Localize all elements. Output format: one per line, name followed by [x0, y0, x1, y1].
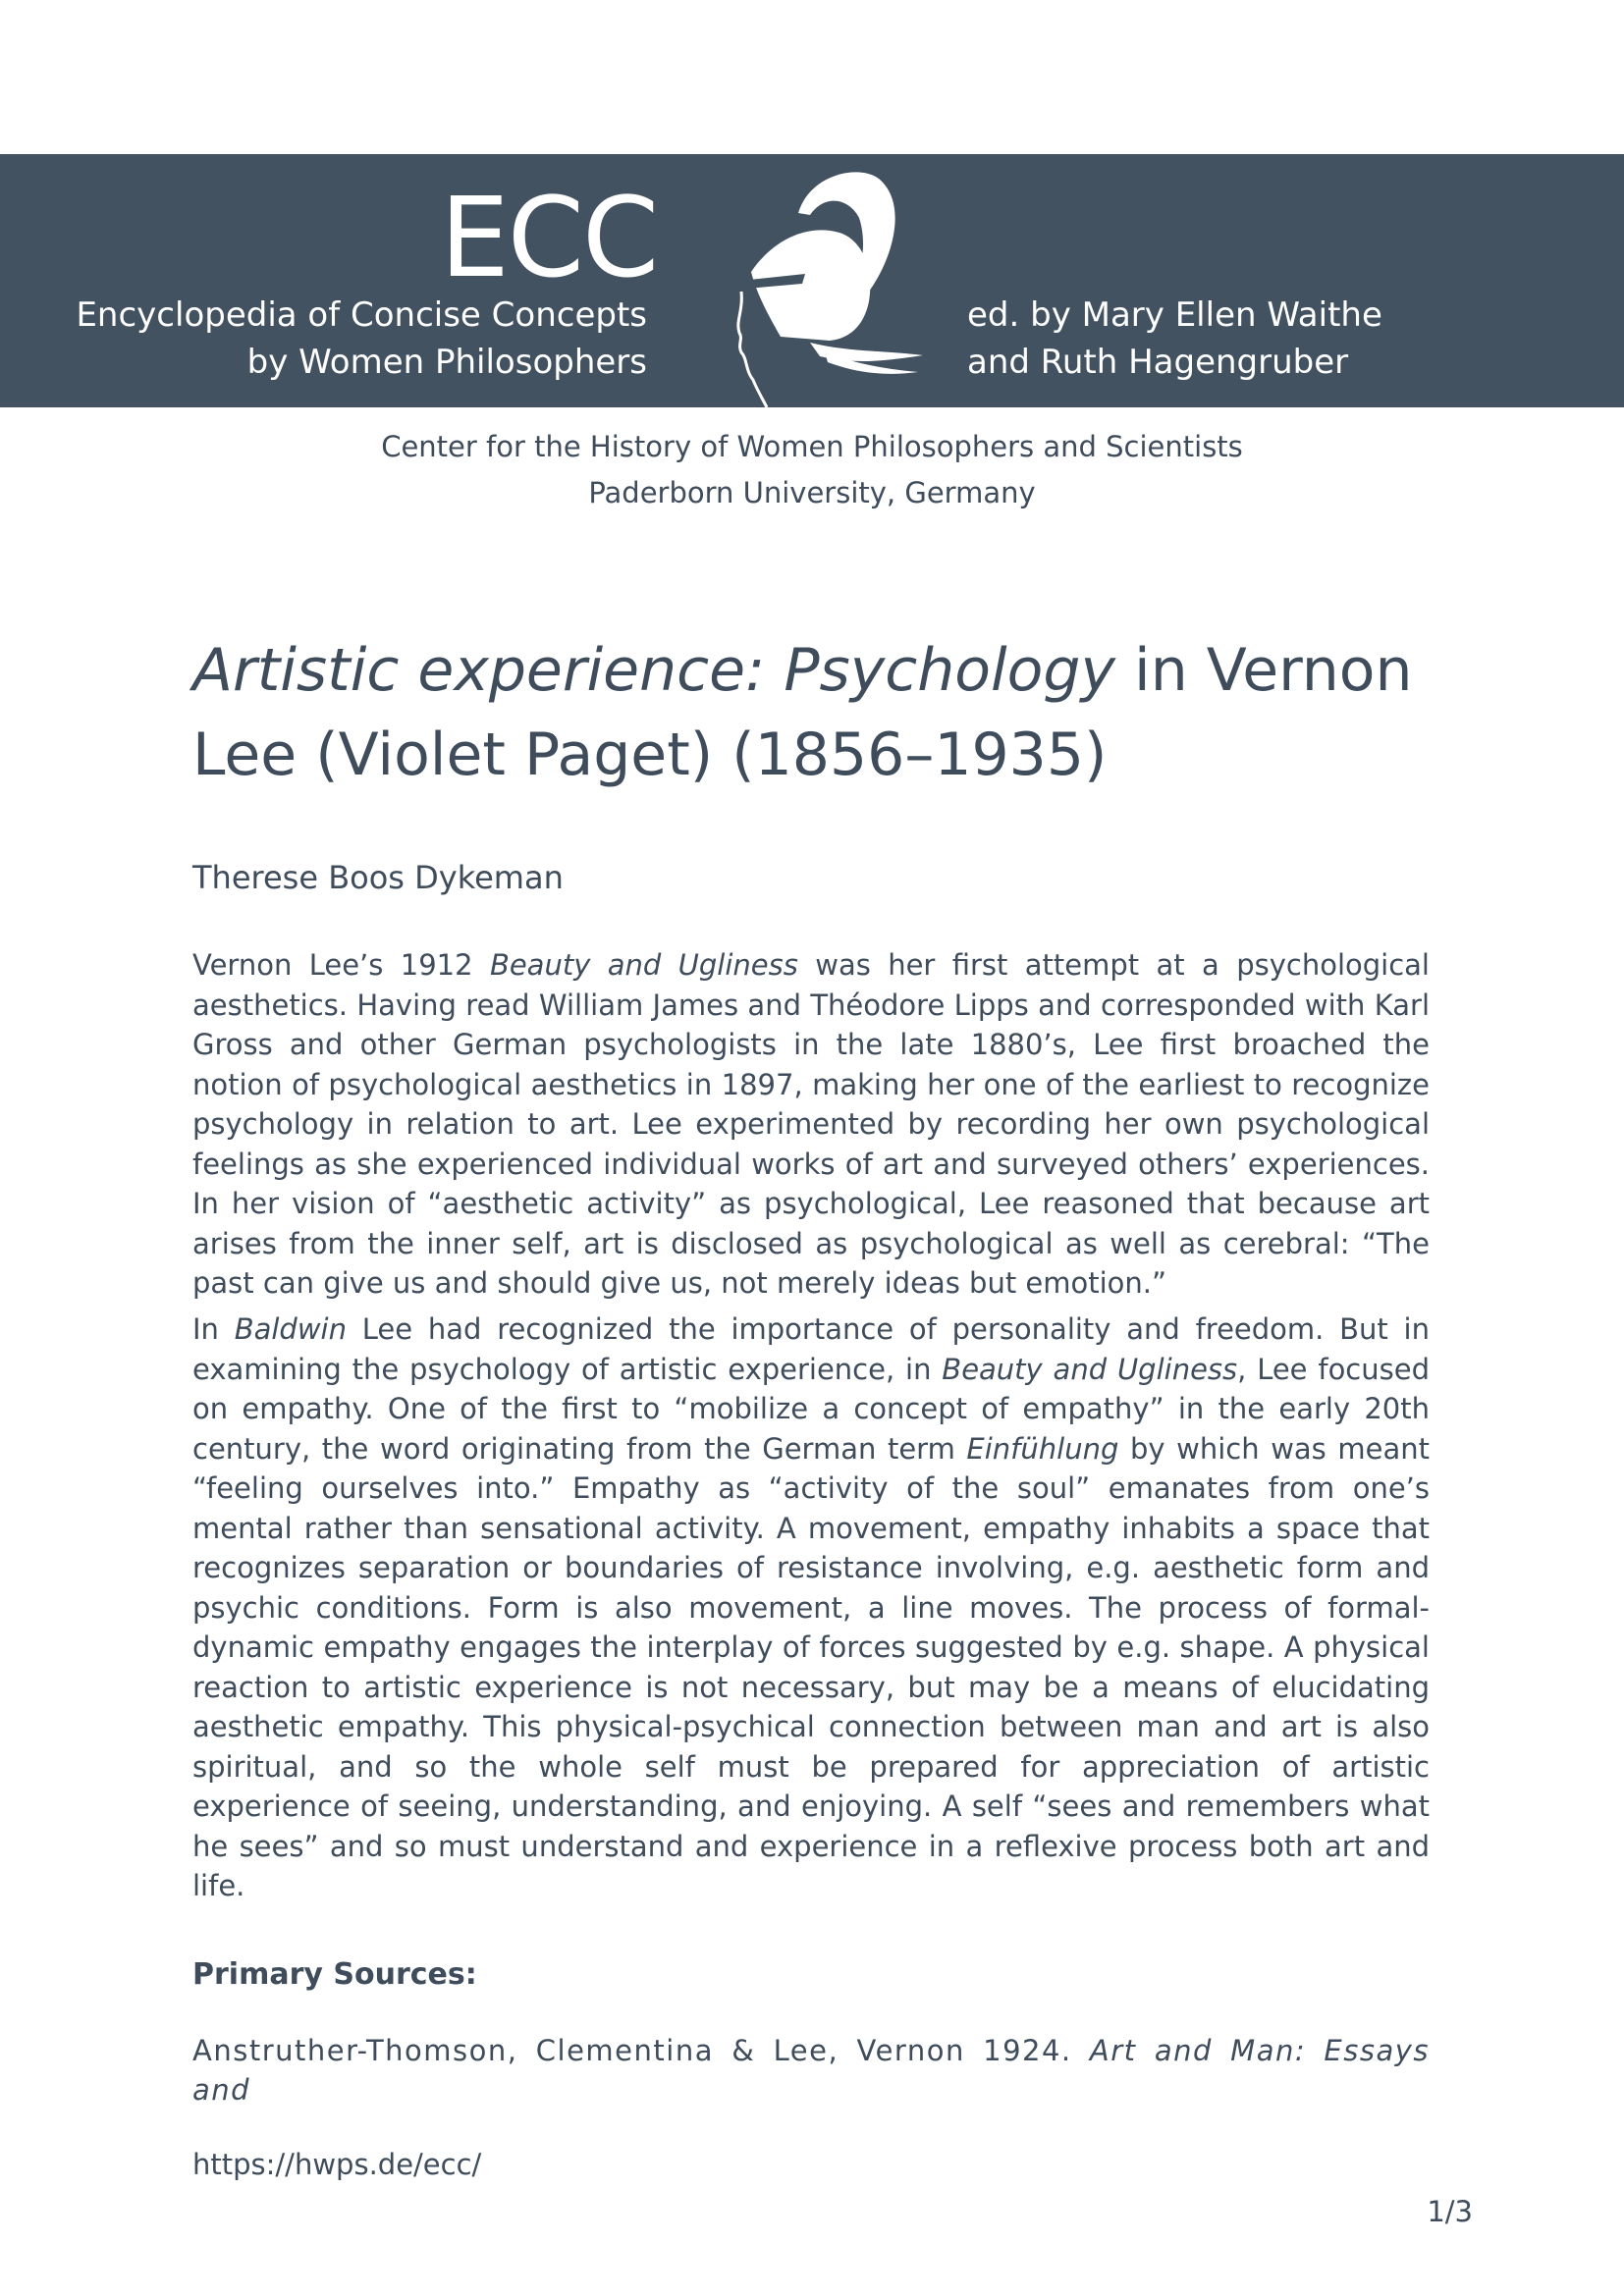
paragraph-2-text-d: by which was meant “feeling ourselves into.” Empathy as “activity of the soul” emanates from one’s mental rather than sensational activity. A movement, empathy inhabits a space that recognizes separation or boundaries of resistance involving, e.g. aesthetic form and psychic conditions. Form is also movement, a line moves. The process of formal-dynamic empathy engages the interplay of forces suggested by e.g. shape. A physical reaction to artistic experience is not necessary, but may be a means of elucidating aesthetic empathy. This physical-psychical connection between man and art is also spiritual, and so the whole self must be prepared for appreciation of artistic experience of seeing, understanding, and enjoying. A self “sees and remembers what he sees” and so must understand and experience in a reflexive process both art and life.	[192, 1431, 1430, 1902]
primary-sources-heading: Primary Sources:	[192, 1957, 477, 1992]
paragraph-2-italic-c: Einfühlung	[966, 1431, 1119, 1466]
paragraph-1	[192, 945, 1430, 1304]
article-title	[192, 628, 1449, 797]
article-title-rest: in Vernon Lee (Violet Paget) (1856–1935)	[192, 636, 1413, 789]
paragraph-2-text-c: , Lee focused on empathy. One of the first to “mobilize a concept of empathy” in the early 20th century, the word originating from the German term	[192, 1352, 1430, 1466]
institution-location: Paderborn University, Germany	[588, 476, 1036, 509]
editors-line1: ed. by Mary Ellen Waithe	[967, 295, 1382, 335]
encyclopedia-title-line2: by Women Philosophers	[246, 343, 647, 382]
paragraph-2-text-b: Lee had recognized the importance of personality and freedom. But in examining the psychology of artistic experience, in	[192, 1312, 1430, 1386]
header-banner	[0, 154, 1624, 407]
ecc-logo-text: ECC	[440, 175, 658, 302]
editors	[967, 292, 1382, 386]
paragraph-1-italic-a: Beauty and Ugliness	[489, 948, 798, 982]
article-title-italic: Artistic experience: Psychology	[192, 636, 1115, 705]
paragraph-1-text-b: was her first attempt at a psychological aesthetics. Having read William James and Théodore Lipps and corresponded with Karl Gross and other German psychologists in the late 1880’s, Lee first broached the notion of psychological aesthetics in 1897, making her one of the earliest to recognize psychology in relation to art. Lee experimented by recording her own psychological feelings as she experienced individual works of art and surveyed others’ experiences. In her vision of “aesthetic activity” as psychological, Lee reasoned that because art arises from the inner self, art is disclosed as psychological as well as cerebral: “The past can give us and should give us, not merely ideas but emotion.”	[192, 948, 1430, 1300]
paragraph-1-text-a: Vernon Lee’s 1912	[192, 948, 490, 982]
paragraph-2-italic-a: Baldwin	[234, 1312, 347, 1346]
article-author: Therese Boos Dykeman	[192, 859, 564, 896]
paragraph-2-italic-b: Beauty and Ugliness	[942, 1352, 1238, 1386]
encyclopedia-title-line1: Encyclopedia of Concise Concepts	[76, 295, 647, 335]
paragraph-2	[192, 1309, 1430, 1906]
source-entry-1-italic: Art and Man: Essays and	[192, 2034, 1430, 2107]
editors-line2: and Ruth Hagengruber	[967, 343, 1349, 382]
athena-helmet-icon	[712, 164, 928, 407]
encyclopedia-title	[76, 292, 647, 386]
source-entry-1	[192, 2031, 1430, 2109]
page-number: 1/3	[1427, 2195, 1473, 2228]
source-entry-1-text: Anstruther-Thomson, Clementina & Lee, Vernon 1924.	[192, 2034, 1090, 2067]
footer-url[interactable]: https://hwps.de/ecc/	[192, 2148, 482, 2181]
paragraph-2-text-a: In	[192, 1312, 235, 1346]
institution-name: Center for the History of Women Philosophers and Scientists	[381, 430, 1243, 463]
